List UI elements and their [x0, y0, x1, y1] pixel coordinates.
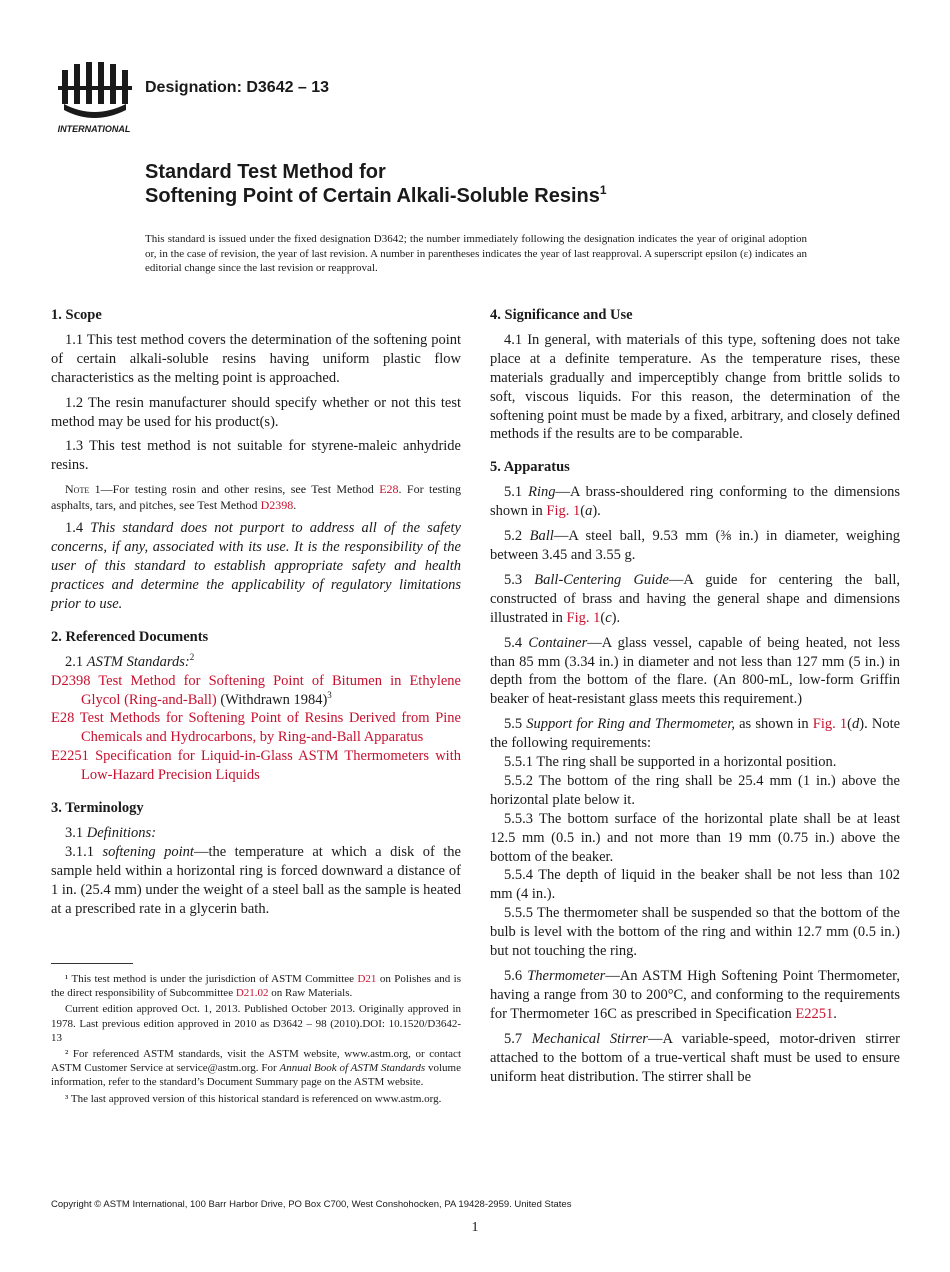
reference-code[interactable]: E28 [51, 710, 75, 727]
para-2-1 [51, 653, 461, 672]
reference-title[interactable]: Specification for Liquid-in-Glass ASTM Thermometers with Low-Hazard Precision Liquids [81, 748, 461, 784]
para-4-1: 4.1 In general, with materials of this type, softening does not take place at a definite temperature. As the temperature rises, these materials gradually and imperceptibly change from brittle solids to soft, viscous liquids. For this reason, the determination of the softening point must be made by a fixed, arbitrary, and closely defined methods if the results are to be comparable. [490, 331, 900, 443]
para-text: ( [847, 716, 852, 733]
para-number: 5.7 [504, 1030, 532, 1047]
note-text: 1—For testing rosin and other resins, see Test Method [89, 482, 380, 497]
section-heading-apparatus: 5. Apparatus [490, 459, 570, 476]
term: Mechanical Stirrer [531, 1030, 648, 1047]
reference-list [51, 672, 461, 785]
footnote-ref[interactable]: 3 [327, 689, 332, 700]
para-5-5-4: 5.5.4 The depth of liquid in the beaker shall be not less than 102 mm (4 in.). [490, 867, 900, 903]
para-3-1-1 [51, 843, 461, 919]
term: Ball [529, 528, 554, 545]
para-number: 5.5 [504, 716, 527, 733]
designation: Designation: D3642 – 13 [145, 79, 330, 96]
para-5-1 [490, 483, 900, 521]
definition: —the temperature at which a disk of the sample held within a horizontal ring is forced downward a distance of 1 in. (25.4 mm) under the weight of a steel ball as the sample is heated at a prescribed rate in a glycerin bath. [51, 843, 461, 917]
link-fig-1[interactable]: Fig. 1 [812, 716, 848, 733]
para-number: 3.1 [65, 824, 87, 841]
note-1 [51, 481, 461, 513]
para-number: 5.2 [504, 528, 530, 545]
para-number: 3.1.1 [65, 843, 103, 860]
page-number: 1 [471, 1220, 479, 1235]
preamble: This standard is issued under the fixed designation D3642; the number immediately following the designation indicates the year of original adoption or, in the case of revision, the year of last revision. A number in parentheses indicates the year of last reapproval. A superscript epsilon (ε) indicates an editorial change since the last revision or reapproval. [145, 233, 807, 274]
footnote-3: ³ The last approved version of this historical standard is referenced on www.astm.org. [65, 1092, 442, 1105]
section-heading-significance: 4. Significance and Use [490, 307, 633, 323]
footnote-divider [51, 963, 133, 964]
para-5-5-1: 5.5.1 The ring shall be supported in a horizontal position. [504, 754, 837, 771]
logo-text: INTERNATIONAL [57, 124, 131, 134]
para-text: as shown in [734, 716, 813, 733]
footnote-text: ² For referenced ASTM standards, visit the ASTM website, www.astm.org, or contact ASTM Customer Service at service@astm.org. For [51, 1048, 461, 1075]
title-line-2 [145, 184, 607, 208]
section-heading-referenced-documents: 2. Referenced Documents [51, 628, 209, 645]
fig-part: a [585, 503, 593, 520]
note-label: Note [65, 482, 90, 497]
note-text: . For testing asphalts, tars, and pitches, see Test Method [51, 482, 462, 513]
para-text: ). Note the following requirements: [490, 716, 901, 752]
para-text: ). [611, 609, 621, 626]
para-text: —A steel ball, 9.53 mm (⅜ in.) in diameter, weighing between 3.45 and 3.55 g. [490, 528, 900, 563]
note-text: . [293, 498, 297, 513]
para-text: ). [592, 503, 601, 520]
para-1-4 [51, 519, 461, 614]
fig-part: d [852, 716, 860, 733]
reference-suffix: (Withdrawn 1984) [216, 691, 328, 708]
para-5-5-2: 5.5.2 The bottom of the ring shall be 25.4 mm (1 in.) above the horizontal plate below it. [490, 772, 900, 808]
para-1-3: 1.3 This test method is not suitable for styrene-maleic anhydride resins. [51, 438, 461, 474]
astm-logo-mark [52, 58, 136, 134]
reference-code[interactable]: D2398 [51, 672, 91, 689]
reference-title[interactable]: Test Methods for Softening Point of Resins Derived from Pine Chemicals and Hydrocarbons, by Ring-and-Ball Apparatus [74, 710, 461, 746]
para-5-2 [490, 527, 900, 565]
footnotes [51, 972, 461, 1108]
footnote-text: on Raw Materials. [268, 987, 353, 1000]
para-5-4 [490, 634, 900, 710]
para-3-1 [51, 824, 461, 843]
para-text: ( [580, 503, 586, 520]
para-5-5-3: 5.5.3 The bottom surface of the horizontal plate shall be at least 12.5 mm (0.5 in.) and not more than 19 mm (0.75 in.) above the bottom of the beaker. [490, 810, 900, 865]
para-number: 1.4 [65, 520, 91, 537]
title-footnote-ref[interactable]: 1 [599, 183, 607, 197]
para-number: 5.6 [504, 968, 528, 984]
para-1-2: 1.2 The resin manufacturer should specify whether or not this test method may be used for his product(s). [51, 394, 461, 430]
para-number: 5.4 [504, 634, 529, 651]
footnote-italic: Annual Book of ASTM Standards [279, 1062, 426, 1075]
link-e2251[interactable]: E2251 [795, 1005, 834, 1022]
reference-title[interactable]: Test Method for Softening Point of Bitumen in Ethylene Glycol (Ring-and-Ball) [81, 672, 461, 708]
link-d2398[interactable]: D2398 [260, 498, 294, 513]
para-5-6 [490, 967, 900, 1024]
reference-item[interactable] [51, 672, 461, 710]
footnote-text: volume information, refer to the standard’s Document Summary page on the ASTM website. [51, 1062, 461, 1089]
term: Container [528, 634, 588, 651]
para-text: —A guide for centering the ball, constructed of brass and having the general shape and dimensions illustrated in [490, 571, 901, 626]
para-text: —A glass vessel, capable of being heated, not less than 85 mm (3.34 in.) in diameter and not less than 127 mm (5 in.) in depth from the bottom of the flare. (An 800-mL, low-form Griffin beaker of heat-resistant glass meets this requirement.) [490, 634, 900, 708]
document-title [145, 160, 607, 208]
para-5-3 [490, 571, 900, 628]
para-text: ( [600, 609, 606, 626]
fig-part: c [605, 609, 612, 626]
para-text: . [833, 1005, 837, 1022]
astm-logo [52, 58, 136, 134]
left-column [51, 306, 461, 918]
reference-item[interactable] [51, 747, 461, 785]
para-5-5 [490, 715, 900, 753]
section-heading-terminology: 3. Terminology [51, 800, 144, 817]
para-1-1: 1.1 This test method covers the determination of the softening point of certain alkali-soluble resins having uniform plastic flow characteristics as the melting point is approached. [51, 331, 461, 386]
term: Ball-Centering Guide [534, 571, 669, 588]
reference-item[interactable] [51, 709, 461, 747]
astm-standards-label: ASTM Standards: [86, 653, 190, 670]
footnote-2 [51, 1047, 461, 1090]
para-5-5-5: 5.5.5 The thermometer shall be suspended so that the bottom of the bulb is level with the bottom of the ring and within 12.7 mm (0.5 in.) but not touching the ring. [490, 905, 900, 960]
para-5-7 [490, 1030, 900, 1087]
footnote-edition: Current edition approved Oct. 1, 2013. Published October 2013. Originally approved in 1978. Last previous edition approved in 2010 as D3642 – 98 (2010).DOI: 10.1520/D3642-13 [51, 1003, 461, 1044]
reference-code[interactable]: E2251 [51, 748, 89, 765]
right-column [490, 306, 900, 1086]
link-fig-1[interactable]: Fig. 1 [566, 609, 601, 626]
link-e28[interactable]: E28 [379, 482, 399, 497]
term: softening point [102, 843, 194, 860]
footnote-text: on Polishes and is the direct responsibility of Subcommittee [51, 973, 461, 1000]
para-number: 2.1 [65, 653, 87, 670]
term: Ring [528, 484, 556, 501]
footnote-ref[interactable]: 2 [189, 651, 195, 662]
footnote-1 [51, 972, 461, 1000]
title-line-2-text: Softening Point of Certain Alkali-Soluble Resins [145, 185, 600, 207]
section-heading-scope: 1. Scope [51, 307, 102, 323]
link-d21-02[interactable]: D21.02 [235, 987, 269, 1000]
term: Support for Ring and Thermometer, [526, 716, 735, 733]
para-text: —A brass-shouldered ring conforming to the dimensions shown in [490, 484, 900, 520]
copyright-notice: Copyright © ASTM International, 100 Barr Harbor Drive, PO Box C700, West Conshohocken, PA 19428-2959. United States [51, 1199, 572, 1210]
para-number: 5.3 [504, 571, 535, 588]
term: Thermometer [527, 968, 606, 984]
para-text: —A variable-speed, motor-driven stirrer attached to the bottom of a true-vertical shaft must be used to ensure uniform heat distribution. The stirrer shall be [490, 1030, 900, 1085]
para-text: —An ASTM High Softening Point Thermometer, having a range from 30 to 200°C, and conforming to the requirements for Thermometer 16C as prescribed in Specification [490, 968, 901, 1022]
footnote-text: ¹ This test method is under the jurisdiction of ASTM Committee [65, 973, 358, 985]
caveat-text: This standard does not purport to address all of the safety concerns, if any, associated with its use. It is the responsibility of the user of this standard to establish appropriate safety and health practices and determine the applicability of regulatory limitations prior to use. [51, 520, 461, 612]
title-line-1: Standard Test Method for [145, 161, 386, 183]
definitions-label: Definitions: [86, 824, 157, 841]
para-number: 5.1 [504, 484, 529, 501]
link-fig-1[interactable]: Fig. 1 [546, 503, 581, 520]
link-d21[interactable]: D21 [357, 973, 377, 985]
